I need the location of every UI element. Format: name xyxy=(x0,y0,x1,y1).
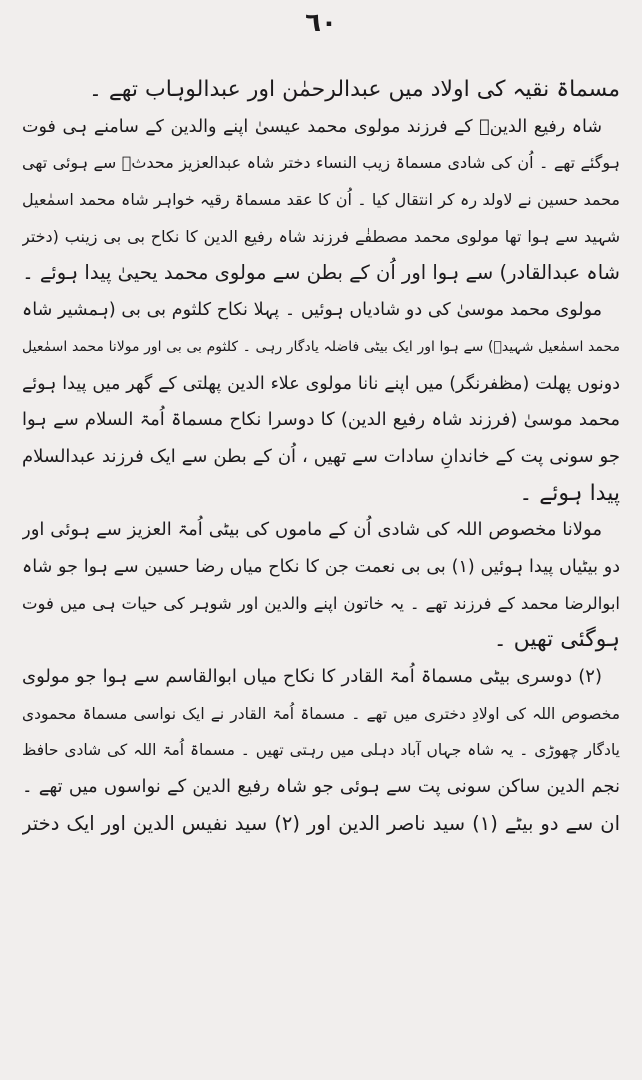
text-line: جو سونی پت کے خاندانِ سادات سے تھیں ، اُن کے بطن سے ایک فرزند عبدالسلام xyxy=(22,445,620,467)
text-line: محمد اسمٰعیل شہیدؒ) سے ہوا اور ایک بیٹی فاضلہ یادگار رہی ۔ کلثوم بی بی اور مولانا محمد اسمٰعیل xyxy=(22,338,620,355)
text-line: مولانا مخصوص اللہ کی شادی اُن کے ماموں کی بیٹی اُمۃ العزیز سے ہوئی اور xyxy=(22,519,602,541)
text-line: شاہ رفیع الدینؒ کے فرزند مولوی محمد عیسیٰ اپنے والدین کے سامنے ہی فوت xyxy=(22,116,602,137)
text-line: ہوگئی تھیں ۔ xyxy=(493,627,620,653)
text-line: (۲) دوسری بیٹی مسماۃ اُمۃ القادر کا نکاح میاں ابوالقاسم سے ہوا جو مولوی xyxy=(22,666,602,687)
text-line: مخصوص اللہ کی اولادِ دختری میں تھے ۔ مسماۃ اُمۃ القادر نے ایک نواسی مسماۃ محمودی xyxy=(22,704,620,723)
text-line: شاہ عبدالقادر) سے ہوا اور اُن کے بطن سے مولوی محمد یحییٰ پیدا ہوئے ۔ xyxy=(22,261,620,285)
text-line: ابوالرضا محمد کے فرزند تھے ۔ یہ خاتون اپنے والدین اور شوہر کی حیات ہی میں فوت xyxy=(22,593,620,613)
text-line: شہید سے ہوا تھا مولوی محمد مصطفٰے فرزند شاہ رفیع الدین کا نکاح بی بی زینب (دختر xyxy=(22,226,620,246)
text-line: نجم الدین ساکن سونی پت سے ہوئی جو شاہ رفیع الدین کے نواسوں میں تھے ۔ xyxy=(22,776,620,798)
text-line: محمد حسین نے لاولد رہ کر انتقال کیا ۔ اُن کا عقد مسماۃ رقیہ خواہر شاہ محمد اسمٰعیل xyxy=(22,190,620,210)
text-line: محمد موسیٰ (فرزند شاہ رفیع الدین) کا دوسرا نکاح مسماۃ اُمۃ السلام سے ہوا xyxy=(22,409,620,431)
text-line: مسماۃ نقیہ کی اولاد میں عبدالرحمٰن اور عبدالوہاب تھے ۔ xyxy=(88,77,620,102)
text-line: پیدا ہوئے ۔ xyxy=(519,480,620,506)
text-line: دو بیٹیاں پیدا ہوئیں (۱) بی بی نعمت جن کا نکاح میاں رضا حسین سے ہوا جو شاہ xyxy=(22,556,620,577)
page-text xyxy=(22,72,620,842)
text-line: ہوگئے تھے ۔ اُن کی شادی مسماۃ زیب النساء دختر شاہ عبدالعزیز محدثؒ سے ہوئی تھی xyxy=(22,153,620,173)
page-number: ٦٠ xyxy=(305,8,337,38)
text-line: دونوں پھلت (مظفرنگر) میں اپنے نانا مولوی علاء الدین پھلتی کے گھر میں پیدا ہوئے xyxy=(22,373,620,394)
text-line: یادگار چھوڑی ۔ یہ شاہ جہاں آباد دہلی میں رہتی تھیں ۔ مسماۃ اُمۃ اللہ کی شادی حافظ xyxy=(22,741,620,760)
text-line: مولوی محمد موسیٰ کی دو شادیاں ہوئیں ۔ پہلا نکاح کلثوم بی بی (ہمشیر شاہ xyxy=(22,300,602,321)
text-line: ان سے دو بیٹے (۱) سید ناصر الدین اور (۲) سید نفیس الدین اور ایک دختر xyxy=(22,811,620,835)
